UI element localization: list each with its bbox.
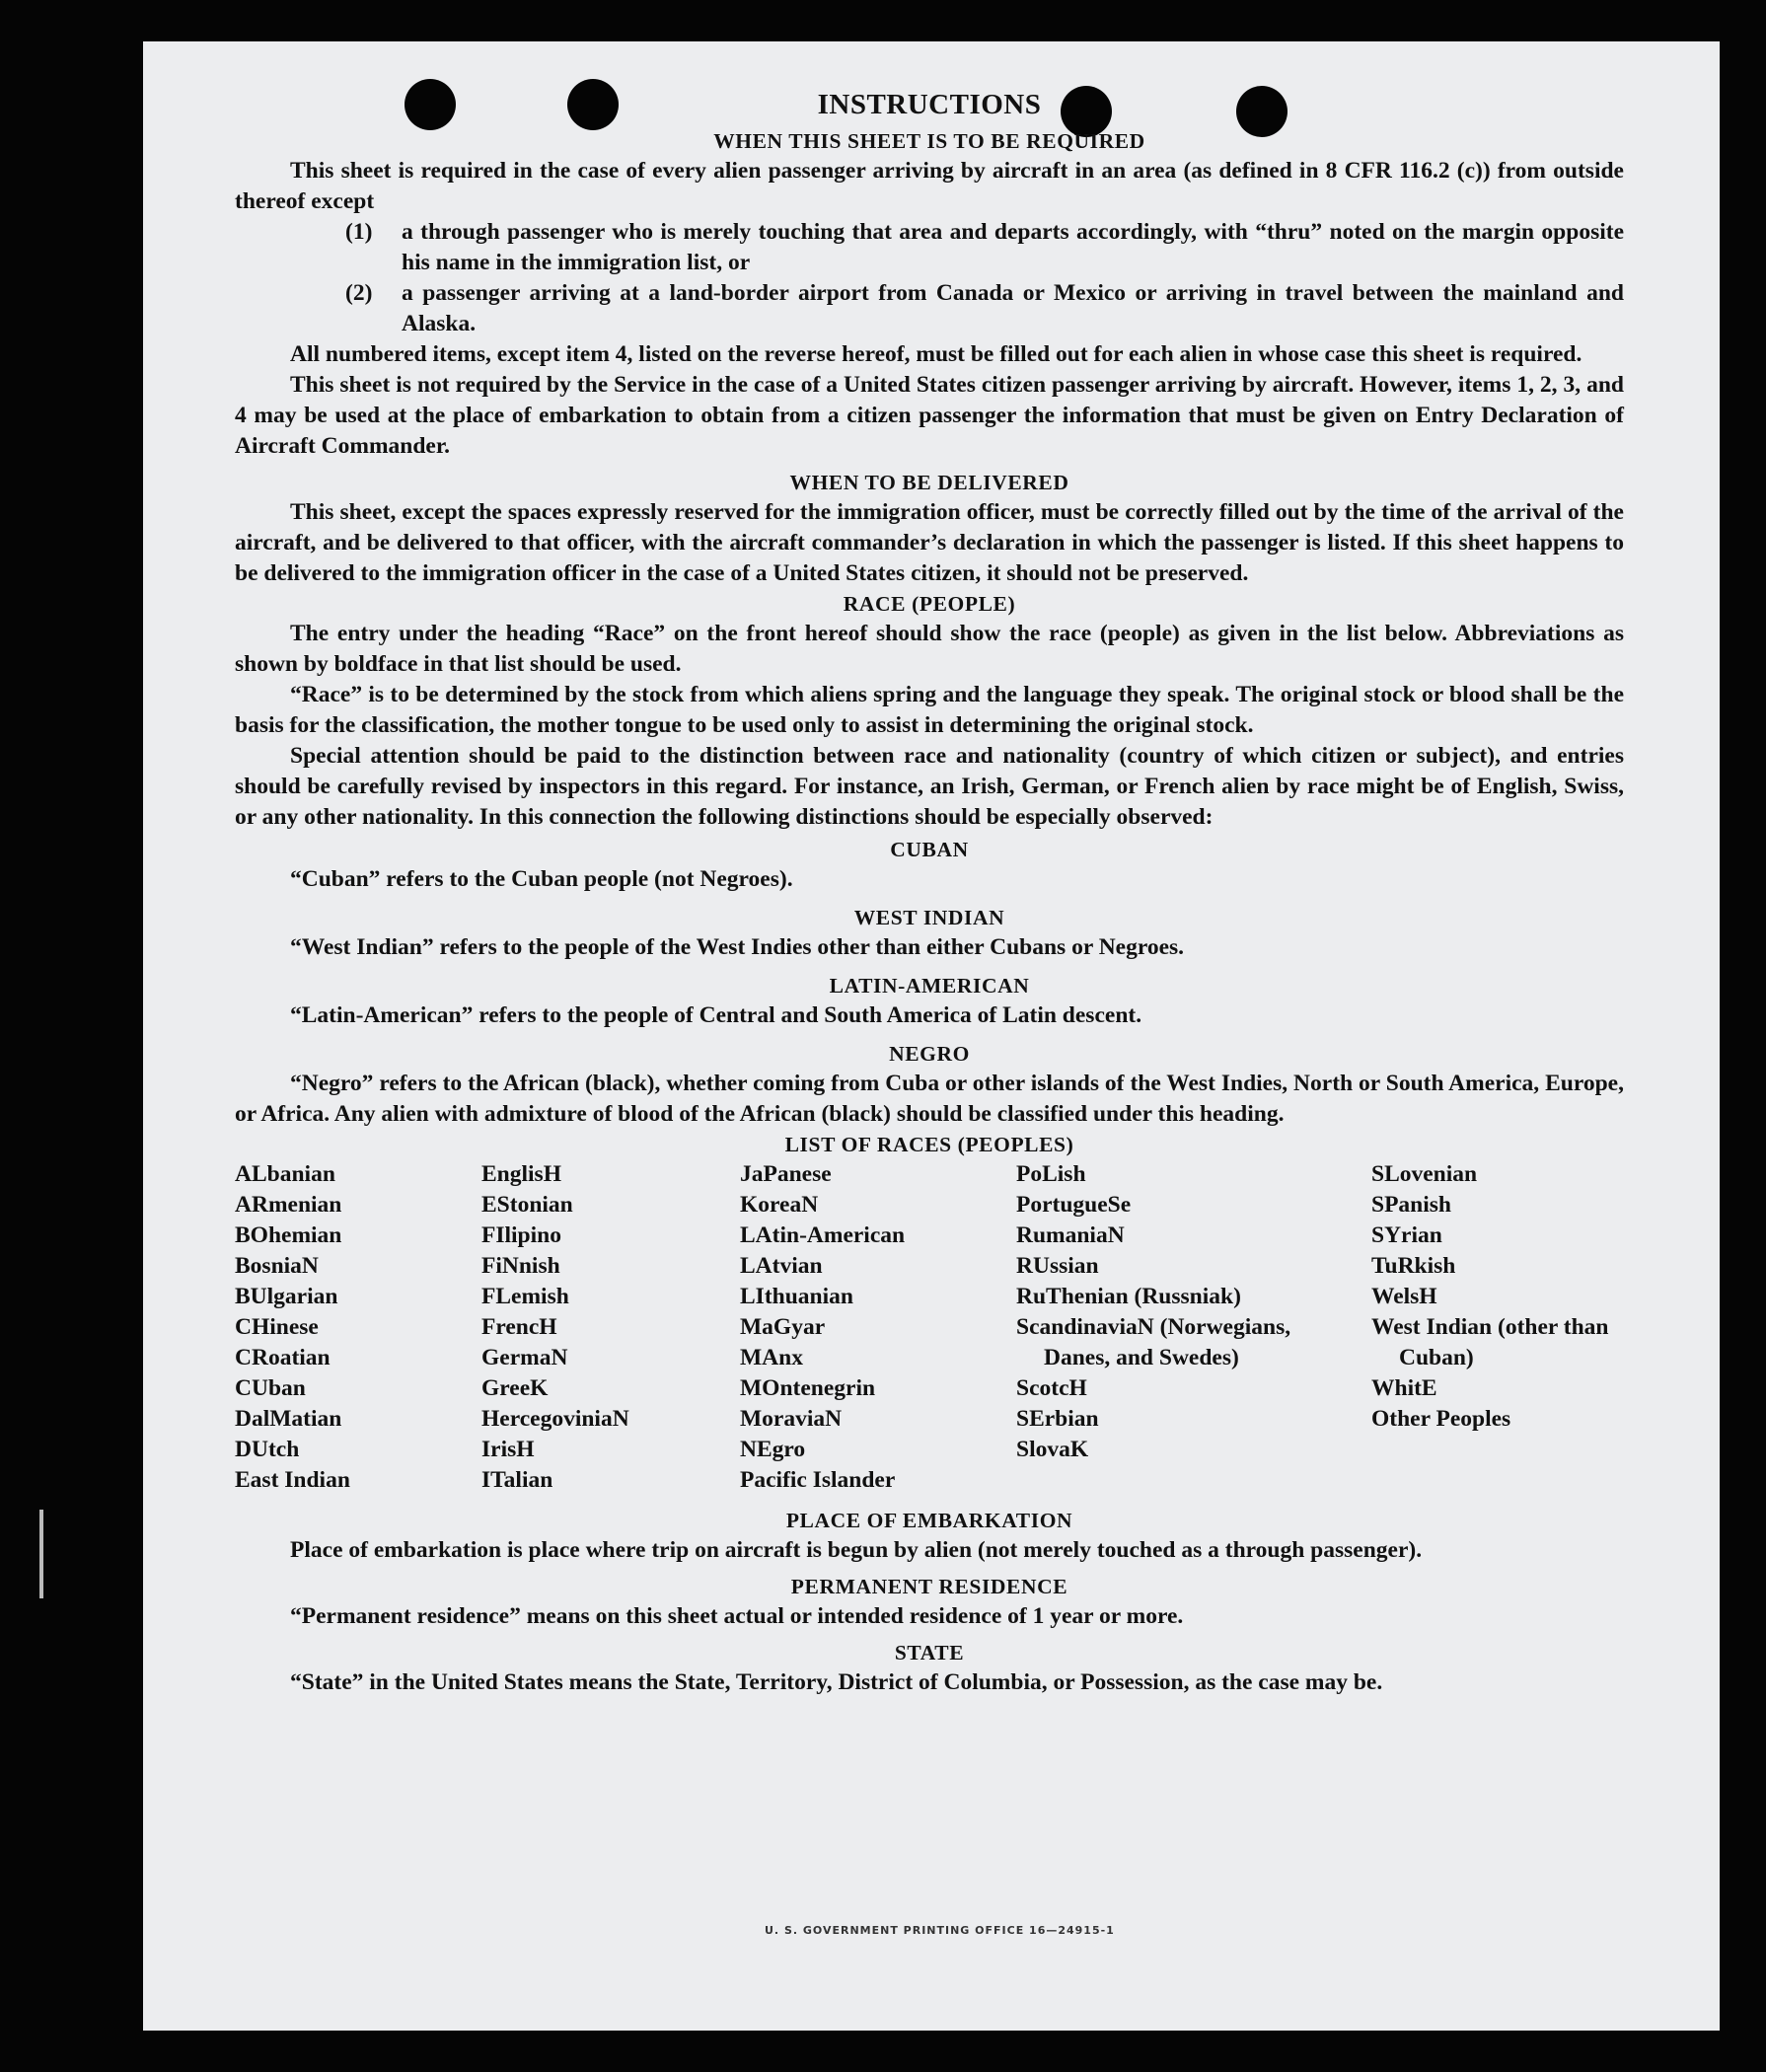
- list-item: TuRkish: [1371, 1253, 1456, 1279]
- paragraph-required-2: All numbered items, except item 4, listed on the reverse hereof, must be filled out for each alien in whose case this sheet is required.: [290, 341, 1582, 367]
- list-item: IrisH: [481, 1437, 535, 1462]
- list-item: BosniaN: [235, 1253, 319, 1279]
- list-item: Other Peoples: [1371, 1406, 1511, 1432]
- paragraph-west-indian: “West Indian” refers to the people of the West Indies other than either Cubans or Negroes.: [290, 934, 1185, 960]
- list-item: KoreaN: [740, 1192, 819, 1218]
- list-item: ScandinaviaN (Norwegians, Danes, and Swedes): [1016, 1314, 1291, 1370]
- list-item: JaPanese: [740, 1161, 832, 1187]
- heading-delivered: WHEN TO BE DELIVERED: [789, 471, 1069, 494]
- paragraph-race-2: “Race” is to be determined by the stock from which aliens spring and the language they speak. The original stock or blood shall be the basis for the classification, the mother tongue to be used only to assist in determining the original stock.: [235, 682, 1624, 738]
- list-item: PortugueSe: [1016, 1192, 1132, 1218]
- list-item: LAtin-American: [740, 1222, 906, 1248]
- item-text: a passenger arriving at a land-border airport from Canada or Mexico or arriving in travel between the mainland and Alaska.: [402, 280, 1624, 336]
- paragraph-residence: “Permanent residence” means on this sheet actual or intended residence of 1 year or more.: [290, 1603, 1184, 1629]
- instructions-content: [235, 83, 1624, 1698]
- list-item: SlovaK: [1016, 1437, 1089, 1462]
- list-item: ARmenian: [235, 1192, 342, 1218]
- races-column-1: [235, 1159, 481, 1496]
- list-item: LAtvian: [740, 1253, 823, 1279]
- list-item: ITalian: [481, 1467, 553, 1493]
- list-item: RUssian: [1016, 1253, 1099, 1279]
- list-item: ALbanian: [235, 1161, 335, 1187]
- list-item: MAnx: [740, 1345, 803, 1370]
- list-item: SYrian: [1371, 1222, 1442, 1248]
- heading-negro: NEGRO: [889, 1042, 970, 1066]
- paragraph-delivered: This sheet, except the spaces expressly reserved for the immigration officer, must be correctly filled out by the time of the arrival of the aircraft, and be delivered to that officer, with the aircraft commander’s declaration in which the passenger is listed. If this sheet happens to be delivered to the immigration officer in the case of a United States citizen, it should not be preserved.: [235, 499, 1624, 586]
- list-item: [235, 278, 1624, 339]
- list-item: FrencH: [481, 1314, 557, 1340]
- races-table: [235, 1159, 1624, 1496]
- heading-west-indian: WEST INDIAN: [853, 906, 1005, 929]
- list-item: WhitE: [1371, 1375, 1437, 1401]
- list-item: [235, 217, 1624, 278]
- paragraph-race-3: Special attention should be paid to the distinction between race and nationality (country of which citizen or subject), and entries should be carefully revised by inspectors in this regard. For instance, an Irish, German, or French alien by race might be of English, Swiss, or any other nationality. In this connection the following distinctions should be especially observed:: [235, 743, 1624, 830]
- list-item: Pacific Islander: [740, 1467, 896, 1493]
- heading-embarkation: PLACE OF EMBARKATION: [785, 1509, 1073, 1532]
- item-number: (2): [345, 280, 373, 306]
- page-title: INSTRUCTIONS: [817, 89, 1042, 120]
- list-item: West Indian (other than Cuban): [1371, 1314, 1609, 1370]
- list-item: CUban: [235, 1375, 306, 1401]
- list-item: NEgro: [740, 1437, 806, 1462]
- list-item: DUtch: [235, 1437, 300, 1462]
- list-item: FiNnish: [481, 1253, 560, 1279]
- list-item: ScotcH: [1016, 1375, 1087, 1401]
- races-column-4: [1016, 1159, 1371, 1496]
- heading-required: WHEN THIS SHEET IS TO BE REQUIRED: [713, 129, 1145, 153]
- races-column-3: [740, 1159, 1016, 1496]
- printer-imprint: U. S. GOVERNMENT PRINTING OFFICE 16—24915-1: [765, 1924, 1115, 1937]
- list-item: HercegoviniaN: [481, 1406, 629, 1432]
- list-item: BUlgarian: [235, 1284, 338, 1309]
- list-item: EStonian: [481, 1192, 573, 1218]
- list-item: MaGyar: [740, 1314, 826, 1340]
- list-item: SPanish: [1371, 1192, 1451, 1218]
- item-text: a through passenger who is merely touching that area and departs accordingly, with “thru” noted on the margin opposite his name in the immigration list, or: [402, 219, 1624, 275]
- list-item: RuThenian (Russniak): [1016, 1284, 1241, 1309]
- paragraph-state: “State” in the United States means the State, Territory, District of Columbia, or Possession, as the case may be.: [290, 1669, 1383, 1695]
- heading-list-of-races: LIST OF RACES (PEOPLES): [784, 1133, 1074, 1156]
- list-item: RumaniaN: [1016, 1222, 1125, 1248]
- races-column-2: [481, 1159, 740, 1496]
- races-column-5: [1371, 1159, 1624, 1496]
- paragraph-race-1: The entry under the heading “Race” on the front hereof should show the race (people) as given in the list below. Abbreviations as shown by boldface in that list should be used.: [235, 621, 1624, 677]
- list-item: MOntenegrin: [740, 1375, 876, 1401]
- list-item: GreeK: [481, 1375, 549, 1401]
- paragraph-required-1: This sheet is required in the case of every alien passenger arriving by aircraft in an area (as defined in 8 CFR 116.2 (c)) from outside thereof except: [235, 158, 1624, 214]
- paragraph-embarkation: Place of embarkation is place where trip on aircraft is begun by alien (not merely touched as a through passenger).: [290, 1537, 1423, 1563]
- heading-cuban: CUBAN: [890, 838, 969, 861]
- list-item: DalMatian: [235, 1406, 342, 1432]
- list-item: BOhemian: [235, 1222, 342, 1248]
- heading-race: RACE (PEOPLE): [843, 592, 1016, 616]
- edge-mark: [39, 1510, 43, 1598]
- list-item: EnglisH: [481, 1161, 561, 1187]
- paragraph-latin-american: “Latin-American” refers to the people of Central and South America of Latin descent.: [290, 1002, 1142, 1028]
- paragraph-negro: “Negro” refers to the African (black), whether coming from Cuba or other islands of the West Indies, North or South America, Europe, or Africa. Any alien with admixture of blood of the African (black) should be classified under this heading.: [235, 1071, 1624, 1127]
- list-item: GermaN: [481, 1345, 568, 1370]
- list-item: PoLish: [1016, 1161, 1086, 1187]
- list-item: SLovenian: [1371, 1161, 1478, 1187]
- list-item: SErbian: [1016, 1406, 1099, 1432]
- list-item: CHinese: [235, 1314, 319, 1340]
- paragraph-required-3: This sheet is not required by the Service in the case of a United States citizen passenger arriving by aircraft. However, items 1, 2, 3, and 4 may be used at the place of embarkation to obtain from a citizen passenger the information that must be given on Entry Declaration of Aircraft Commander.: [235, 372, 1624, 459]
- heading-latin-american: LATIN-AMERICAN: [829, 974, 1030, 998]
- list-item: MoraviaN: [740, 1406, 843, 1432]
- heading-residence: PERMANENT RESIDENCE: [790, 1575, 1068, 1598]
- list-item: LIthuanian: [740, 1284, 853, 1309]
- list-item: East Indian: [235, 1467, 350, 1493]
- list-item: FLemish: [481, 1284, 569, 1309]
- paragraph-cuban: “Cuban” refers to the Cuban people (not Negroes).: [290, 866, 793, 892]
- list-item: FIlipino: [481, 1222, 561, 1248]
- list-item: CRoatian: [235, 1345, 331, 1370]
- heading-state: STATE: [894, 1641, 965, 1665]
- list-item: WelsH: [1371, 1284, 1437, 1309]
- item-number: (1): [345, 219, 373, 245]
